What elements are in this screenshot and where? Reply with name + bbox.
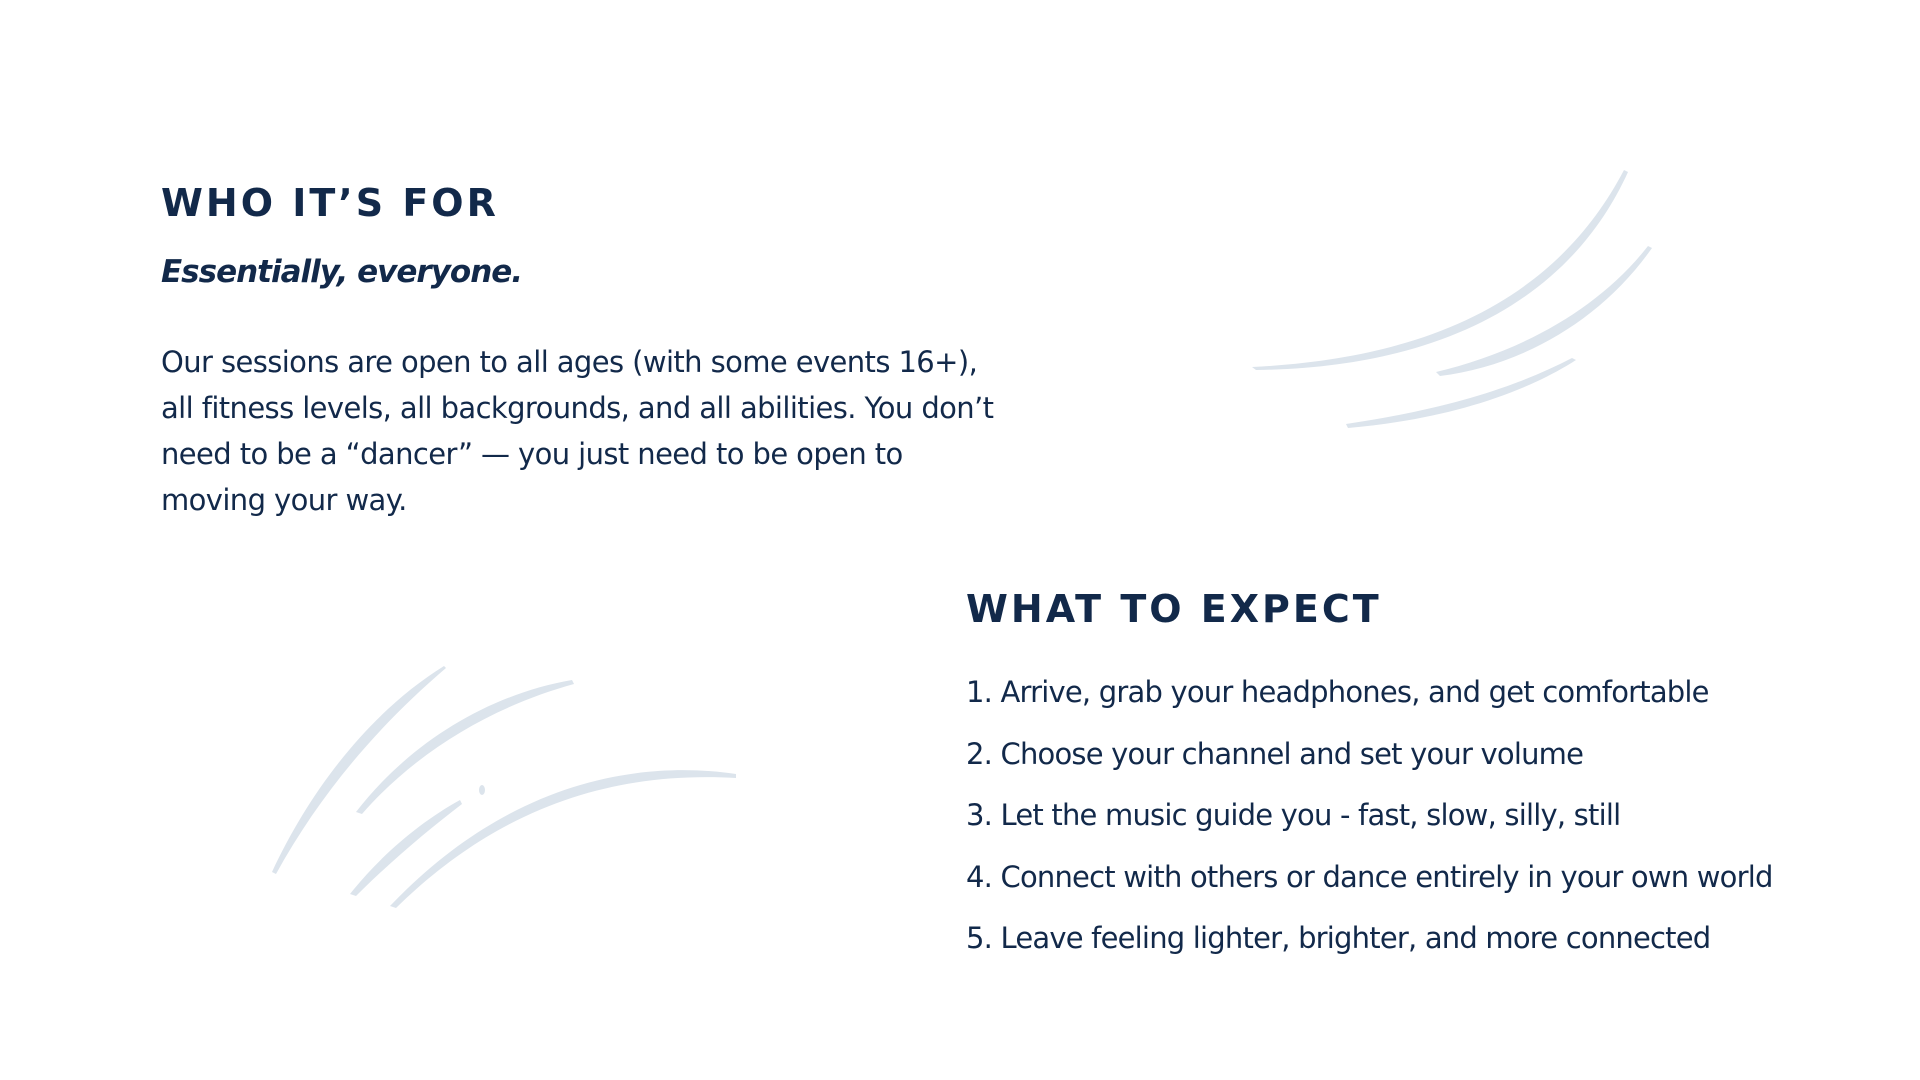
step-text: Leave feeling lighter, brighter, and more connected: [1000, 921, 1711, 955]
what-to-expect-section: [966, 584, 1866, 970]
list-item: [966, 847, 1866, 909]
step-number: 4.: [966, 859, 993, 894]
who-its-for-heading: WHO IT’S FOR: [161, 181, 499, 225]
who-its-for-section: [161, 178, 1001, 523]
list-item: [966, 662, 1866, 724]
step-number: 2.: [966, 736, 993, 771]
step-number: 3.: [966, 798, 993, 832]
step-text: Connect with others or dance entirely in your own world: [1000, 859, 1773, 894]
steps-list: [966, 662, 1866, 970]
step-number: 1.: [966, 675, 993, 709]
list-item: [966, 908, 1866, 970]
list-item: [966, 785, 1866, 847]
who-its-for-subheading: Essentially, everyone.: [161, 254, 523, 290]
who-its-for-body: Our sessions are open to all ages (with some events 16+), all fitness levels, all backgrounds, and all abilities. You don’t need to be a “dancer” — you just need to be open to moving your way.: [161, 345, 994, 517]
list-item: [966, 724, 1866, 786]
step-text: Choose your channel and set your volume: [1000, 736, 1584, 771]
step-text: Let the music guide you - fast, slow, silly, still: [1000, 798, 1621, 832]
step-number: 5.: [966, 921, 993, 955]
what-to-expect-heading: WHAT TO EXPECT: [966, 587, 1382, 631]
step-text: Arrive, grab your headphones, and get comfortable: [1000, 675, 1709, 709]
